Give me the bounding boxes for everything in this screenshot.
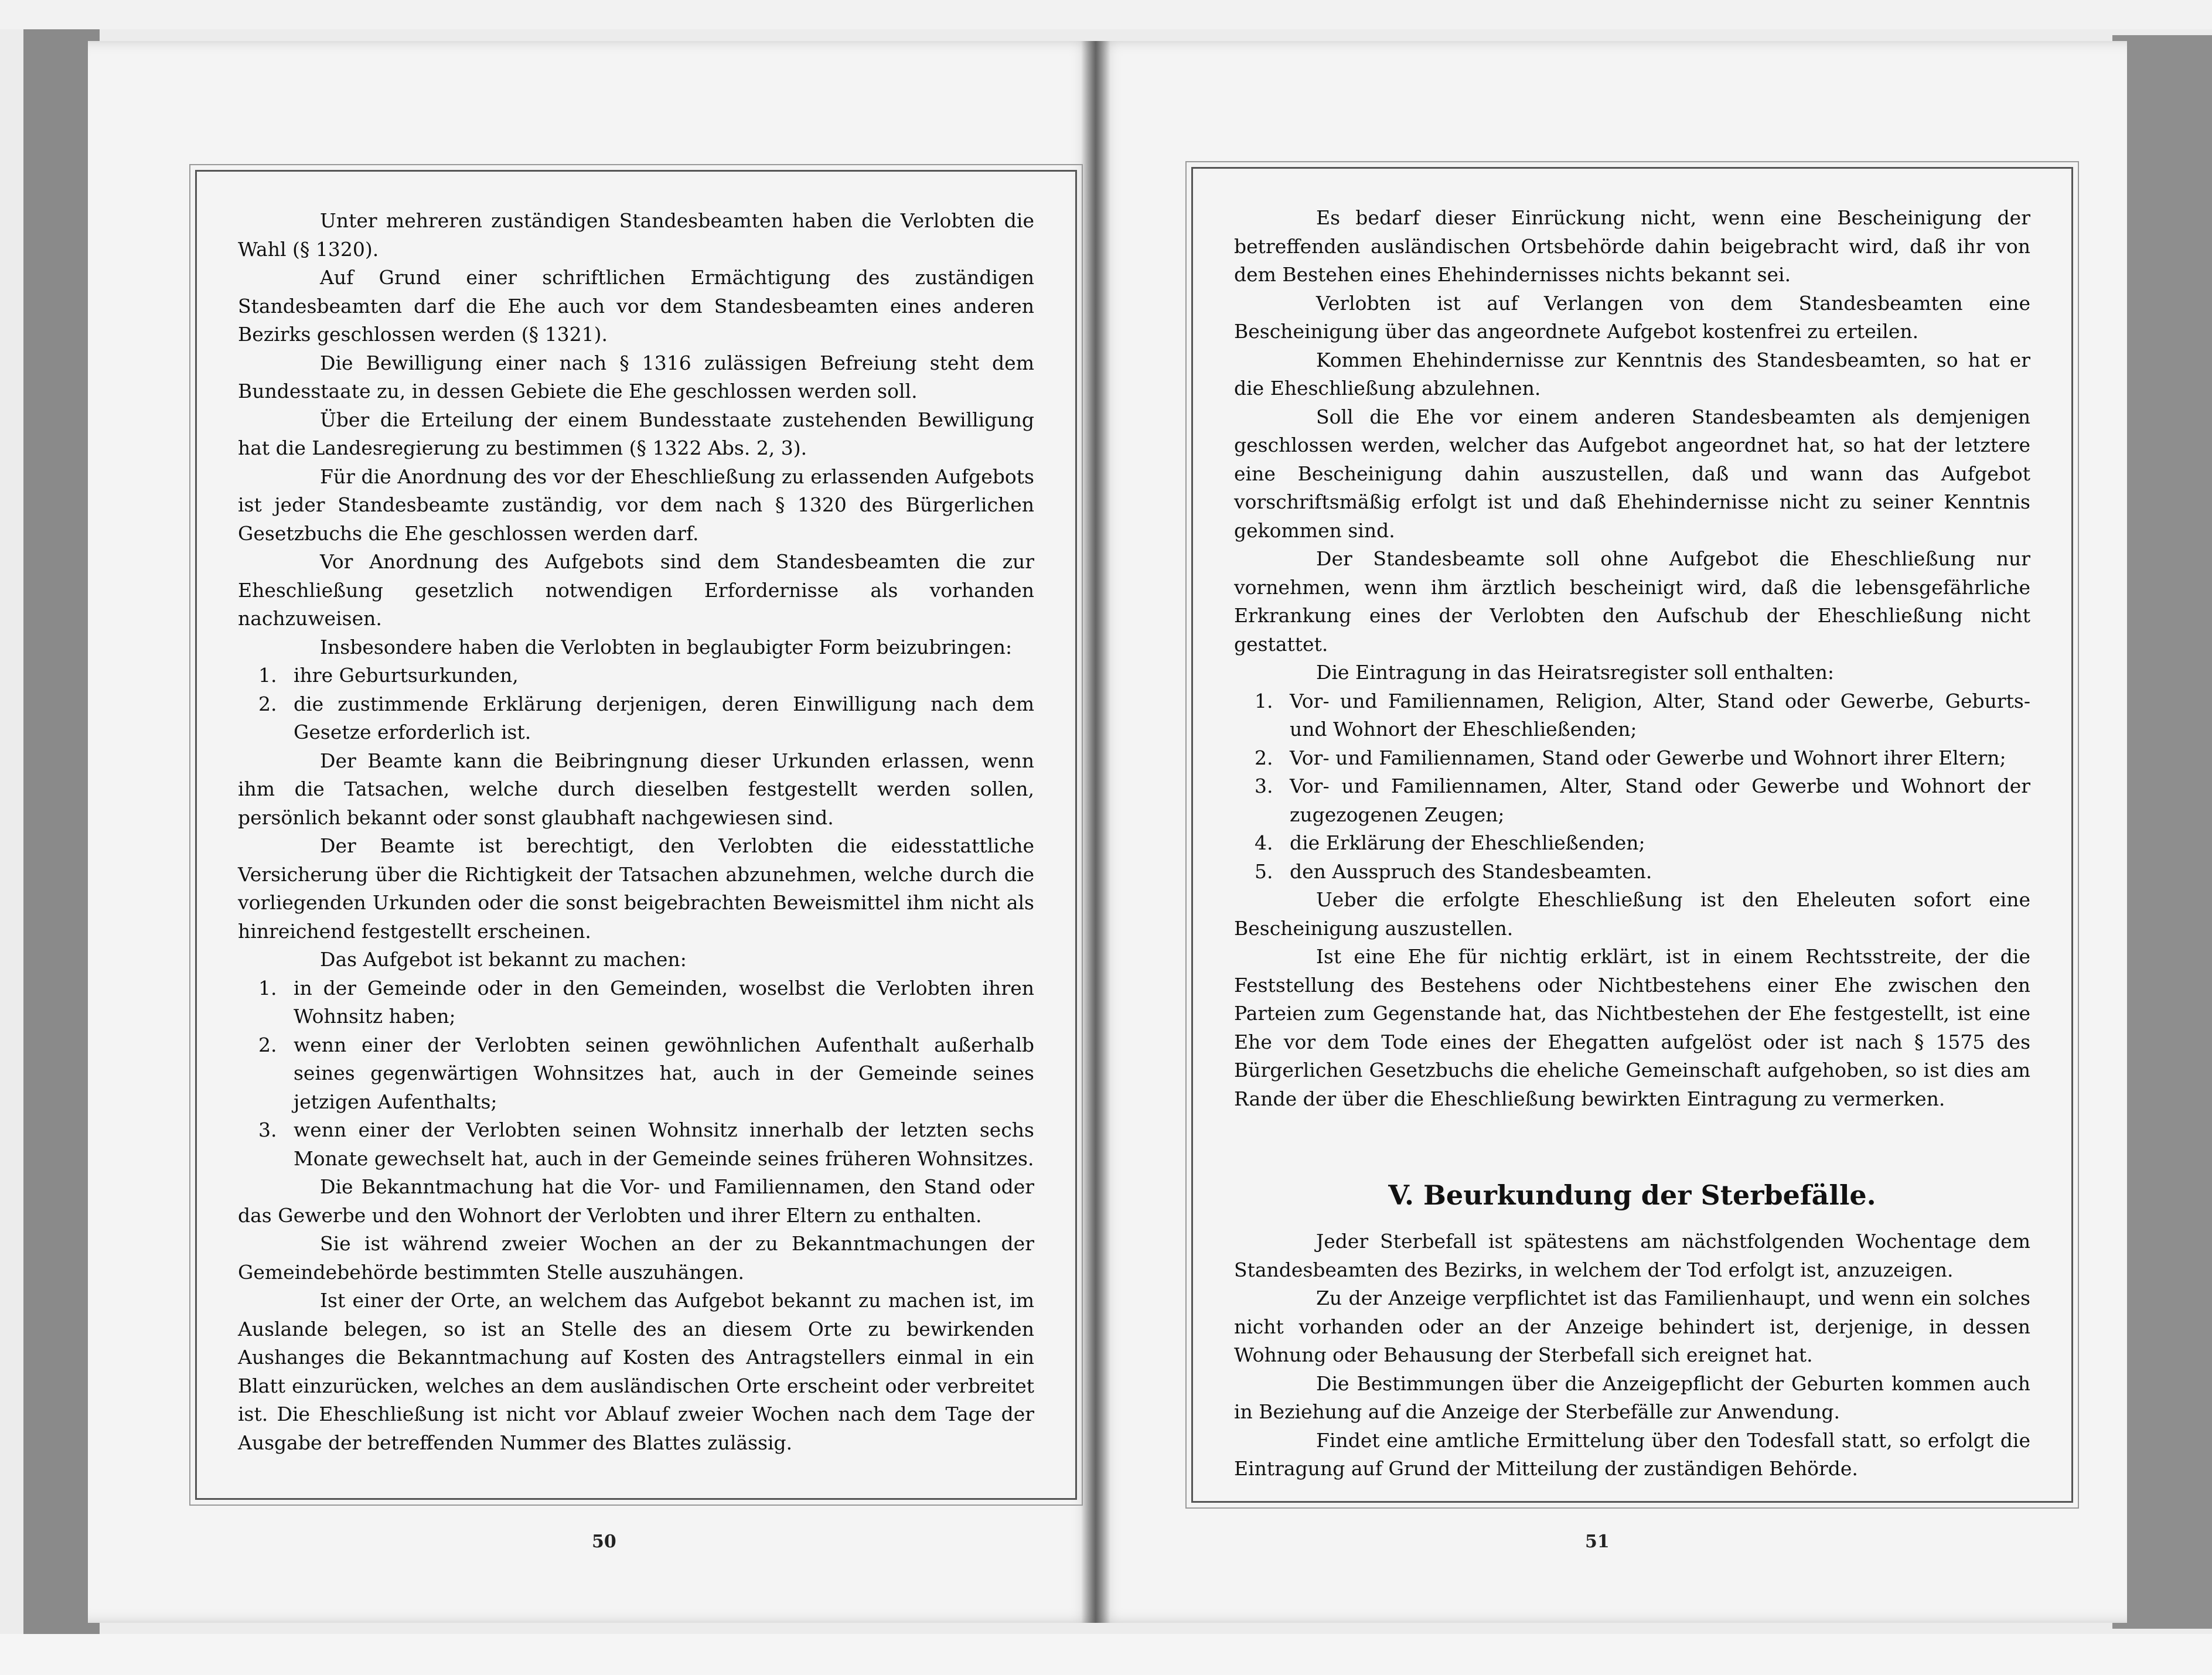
list-item-number: 5.: [1255, 859, 1273, 883]
paragraph: Ist einer der Orte, an welchem das Aufgebot bekannt zu machen ist, im Auslande belegen, so ist an Stelle des an diesem Orte zu bewirkenden Aushanges die Bekanntmachung auf Kosten des Antragstellers einmal in ein Blatt einzurücken, welches an dem ausländischen Orte erscheint oder verbreitet ist. Die Eheschließung ist nicht vor Ablauf zweier Wochen nach dem Tage der Ausgabe der betreffenden Nummer des Blattes zulässig.: [238, 1289, 1034, 1454]
paragraph: Die Eintragung in das Heiratsregister soll enthalten:: [1316, 661, 1834, 684]
list-item-text: die zustimmende Erklärung derjenigen, deren Einwilligung nach dem Gesetze erforderlich ist.: [294, 692, 1034, 743]
list-item-text: Vor- und Familiennamen, Alter, Stand oder Gewerbe und Wohnort der zugezogenen Zeugen;: [1290, 775, 2030, 826]
list-item-text: Vor- und Familiennamen, Religion, Alter, Stand oder Gewerbe, Geburts- und Wohnort der Eheschließenden;: [1290, 689, 2030, 741]
paragraph: Unter mehreren zuständigen Standesbeamten haben die Verlobten die Wahl (§ 1320).: [238, 209, 1034, 261]
paragraph: Sie ist während zweier Wochen an der zu Bekanntmachungen der Gemeindebehörde bestimmten Stelle auszuhängen.: [238, 1232, 1034, 1284]
list-item-number: 1.: [258, 664, 277, 687]
background-top: [0, 0, 2212, 29]
list-item: [1234, 858, 2030, 886]
book-spine: [1081, 41, 1110, 1623]
list-item: [1234, 744, 2030, 773]
paragraph: Die Bewilligung einer nach § 1316 zulässigen Befreiung steht dem Bundesstaate zu, in dessen Gebiete die Ehe geschlossen werden soll.: [238, 351, 1034, 402]
right-page-body-deaths: [1234, 1227, 2030, 1483]
paragraph: Auf Grund einer schriftlichen Ermächtigung des zuständigen Standesbeamten darf die Ehe auch vor dem Standesbeamten eines anderen Bezirks geschlossen werden (§ 1321).: [238, 266, 1034, 346]
page-number-right: 51: [1585, 1531, 1610, 1552]
list-item-text: den Ausspruch des Standesbeamten.: [1290, 859, 1652, 883]
background-bottom: [0, 1634, 2212, 1675]
list-item-number: 1.: [258, 976, 277, 999]
list-item: [238, 690, 1034, 747]
list-item: [238, 1116, 1034, 1173]
paragraph: Der Standesbeamte soll ohne Aufgebot die Eheschließung nur vornehmen, wenn ihm ärztlich bescheinigt wird, daß die lebensgefährliche Erkrankung eines der Verlobten den Aufschub der Eheschließung nicht gestattet.: [1234, 547, 2030, 656]
list-item-text: in der Gemeinde oder in den Gemeinden, woselbst die Verlobten ihren Wohnsitz haben;: [294, 976, 1034, 1028]
paragraph: Ist eine Ehe für nichtig erklärt, ist in einem Rechtsstreite, der die Feststellung des Bestehens oder Nichtbestehens einer Ehe zwischen den Parteien zum Gegenstande hat, das Nichtbestehen der Ehe festgestellt, ist eine Ehe vor dem Tode eines der Ehegatten aufgelöst oder ist nach § 1575 des Bürgerlichen Gesetzbuchs die eheliche Gemeinschaft aufgehoben, so ist dies am Rande der über die Eheschließung bewirkten Eintragung zu vermerken.: [1234, 945, 2030, 1110]
list-item: [1234, 687, 2030, 744]
right-page-text-frame: [1191, 167, 2073, 1503]
paragraph: Soll die Ehe vor einem anderen Standesbeamten als demjenigen geschlossen werden, welcher das Aufgebot angeordnet hat, so hat der letztere eine Bescheinigung dahin auszustellen, daß und wann das Aufgebot vorschriftsmäßig erfolgt ist und daß Ehehindernisse nicht zu seiner Kenntnis gekommen sind.: [1234, 405, 2030, 542]
paragraph: Die Bekanntmachung hat die Vor- und Familiennamen, den Stand oder das Gewerbe und den Wohnort der Verlobten und ihrer Eltern zu enthalten.: [238, 1175, 1034, 1227]
list-item-text: wenn einer der Verlobten seinen gewöhnlichen Aufenthalt außerhalb seines gegenwärtigen Wohnsitzes hat, auch in der Gemeinde seines jetzigen Aufenthalts;: [294, 1033, 1034, 1113]
paragraph: Der Beamte kann die Beibringnung dieser Urkunden erlassen, wenn ihm die Tatsachen, welche durch dieselben festgestellt werden sollen, persönlich bekannt oder sonst glaubhaft nachgewiesen sind.: [238, 749, 1034, 829]
list-item-number: 1.: [1255, 689, 1273, 712]
paragraph: Jeder Sterbefall ist spätestens am nächstfolgenden Wochentage dem Standesbeamten des Bezirks, in welchem der Tod erfolgt ist, anzuzeigen.: [1234, 1230, 2030, 1281]
paragraph: Das Aufgebot ist bekannt zu machen:: [320, 948, 687, 971]
list-item-text: ihre Geburtsurkunden,: [294, 664, 519, 687]
list-item-text: Vor- und Familiennamen, Stand oder Gewerbe und Wohnort ihrer Eltern;: [1290, 746, 2006, 769]
list-item: [238, 974, 1034, 1031]
list-item-text: die Erklärung der Eheschließenden;: [1290, 831, 1645, 854]
list-item-text: wenn einer der Verlobten seinen Wohnsitz innerhalb der letzten sechs Monate gewechselt hat, auch in der Gemeinde seines früheren Wohnsitzes.: [294, 1118, 1034, 1170]
list-item: [1234, 829, 2030, 858]
left-page-text-frame: [195, 170, 1077, 1500]
paragraph: Ueber die erfolgte Eheschließung ist den Eheleuten sofort eine Bescheinigung auszustellen.: [1234, 888, 2030, 940]
paragraph: Der Beamte ist berechtigt, den Verlobten die eidesstattliche Versicherung über die Richtigkeit der Tatsachen abzunehmen, welche durch die vorliegenden Urkunden oder die sonst beigebrachten Beweismittel ihm nicht als hinreichend festgestellt erscheinen.: [238, 834, 1034, 943]
paragraph: Es bedarf dieser Einrückung nicht, wenn eine Bescheinigung der betreffenden ausländischen Ortsbehörde dahin beigebracht wird, daß ihr von dem Bestehen eines Ehehindernisses nichts bekannt sei.: [1234, 206, 2030, 286]
paragraph: Findet eine amtliche Ermittelung über den Todesfall statt, so erfolgt die Eintragung auf Grund der Mitteilung der zuständigen Behörde.: [1234, 1428, 2030, 1480]
right-page-body-marriage: [1234, 204, 2030, 1113]
left-page-body: [238, 207, 1034, 1457]
list-item-number: 4.: [1255, 831, 1273, 854]
list-item-number: 2.: [1255, 746, 1273, 769]
list-item-number: 3.: [258, 1118, 277, 1141]
paragraph: Über die Erteilung der einem Bundesstaate zustehenden Bewilligung hat die Landesregierung zu bestimmen (§ 1322 Abs. 2, 3).: [238, 408, 1034, 459]
list-item-number: 2.: [258, 692, 277, 715]
section-heading: V. Beurkundung der Sterbefälle.: [1388, 1179, 1876, 1211]
list-item: [238, 661, 1034, 690]
list-item-number: 2.: [258, 1033, 277, 1056]
paragraph: Insbesondere haben die Verlobten in beglaubigter Form beizubringen:: [320, 635, 1013, 659]
list-item: [1234, 772, 2030, 829]
paragraph: Kommen Ehehindernisse zur Kenntnis des Standesbeamten, so hat er die Eheschließung abzulehnen.: [1234, 348, 2030, 400]
paragraph: Verlobten ist auf Verlangen von dem Standesbeamten eine Bescheinigung über das angeordnete Aufgebot kostenfrei zu erteilen.: [1234, 291, 2030, 343]
paragraph: Zu der Anzeige verpflichtet ist das Familienhaupt, und wenn ein solches nicht vorhanden oder an der Anzeige behindert ist, derjenige, in dessen Wohnung oder Behausung der Sterbefall sich ereignet hat.: [1234, 1287, 2030, 1366]
page-number-left: 50: [592, 1531, 616, 1552]
paragraph: Vor Anordnung des Aufgebots sind dem Standesbeamten die zur Eheschließung gesetzlich notwendigen Erfordernisse als vorhanden nachzuweisen.: [238, 550, 1034, 630]
paragraph: Die Bestimmungen über die Anzeigepflicht der Geburten kommen auch in Beziehung auf die Anzeige der Sterbefälle zur Anwendung.: [1234, 1372, 2030, 1423]
list-item-number: 3.: [1255, 775, 1273, 797]
book-cover-right: [2112, 35, 2212, 1629]
paragraph: Für die Anordnung des vor der Eheschließung zu erlassenden Aufgebots ist jeder Standesbeamte zuständig, vor dem nach § 1320 des Bürgerlichen Gesetzbuchs die Ehe geschlossen werden darf.: [238, 465, 1034, 545]
list-item: [238, 1031, 1034, 1117]
